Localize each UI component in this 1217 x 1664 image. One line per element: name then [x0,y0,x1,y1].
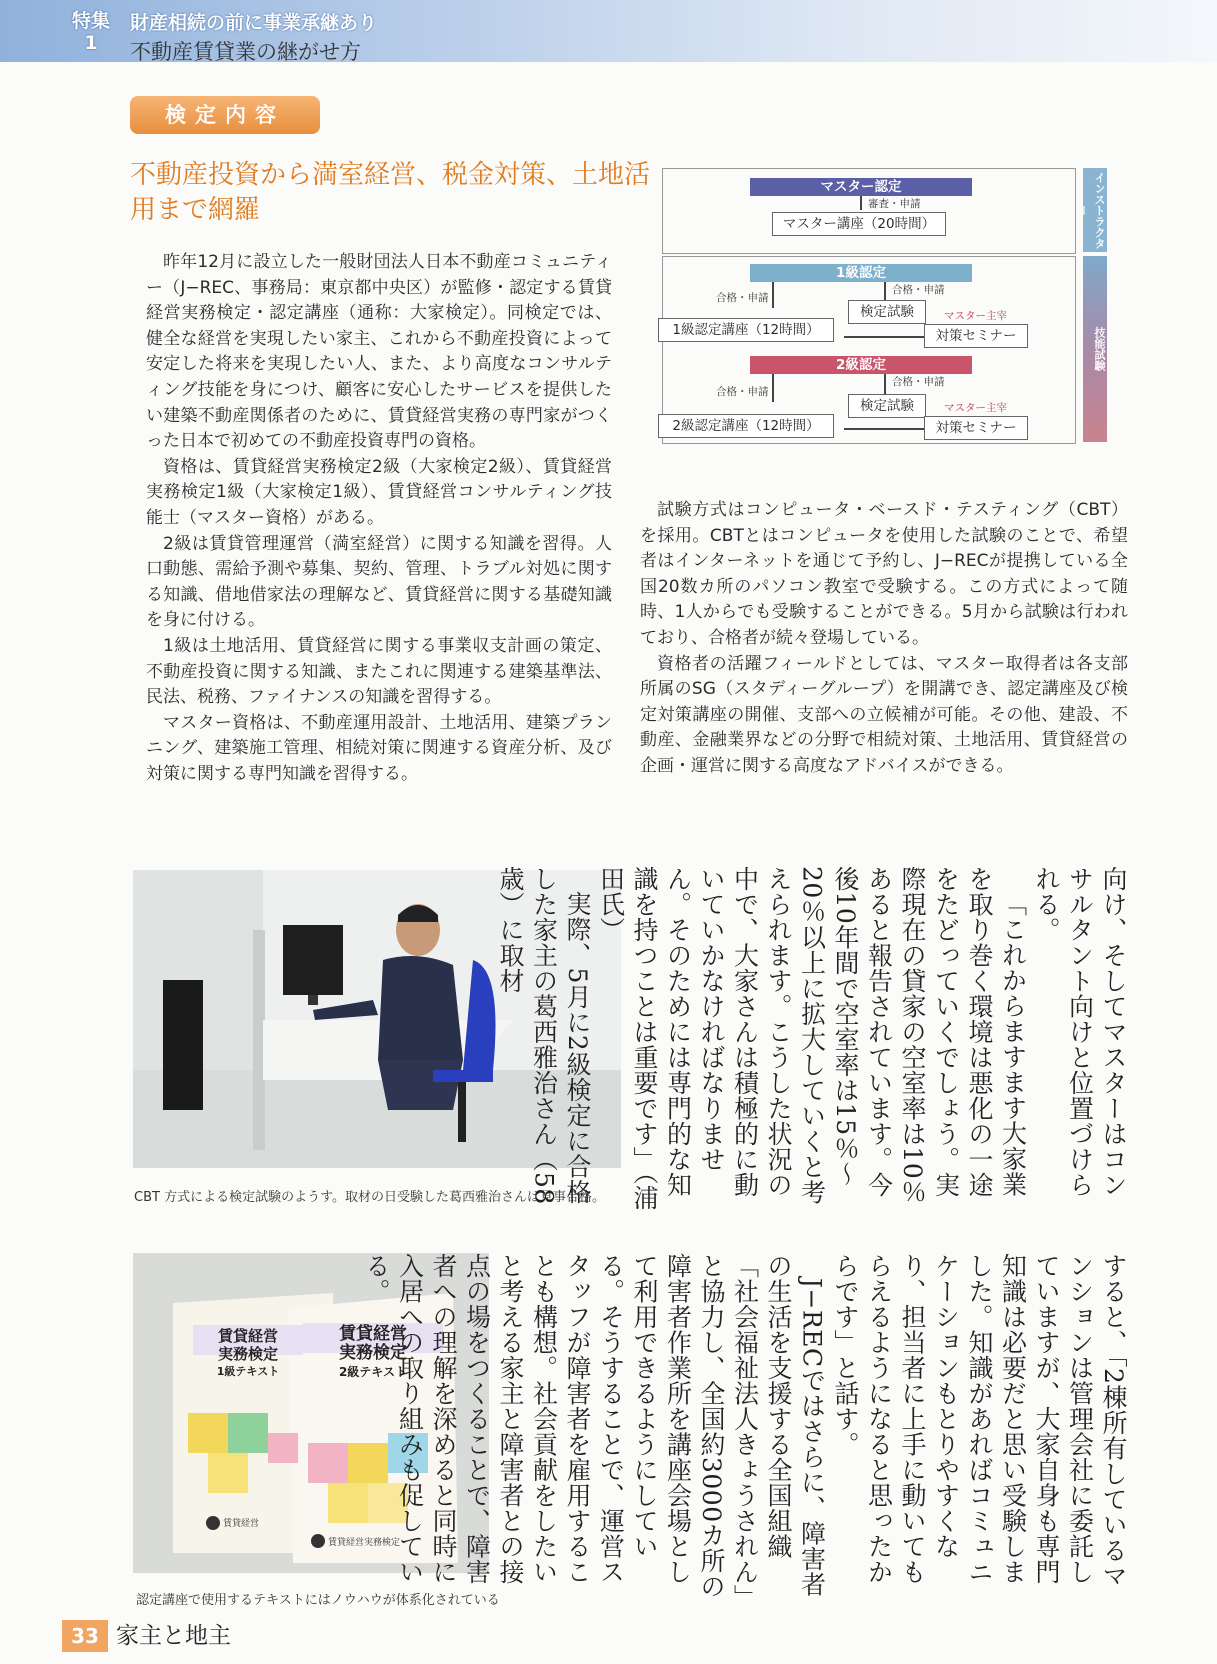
grade1-seminar-box: 対策セミナー [924,324,1028,348]
book2-publisher: 賃貸経営実務検定 [328,1538,401,1548]
book2-title-line2: 実務検定 [339,1343,407,1363]
photo1-caption: CBT 方式による検定試験のようす。取材の日受験した葛西雅治さんは見事合格。 [134,1190,606,1205]
book1-sub: 1級テキスト [216,1365,280,1378]
grade1-bar: 1級認定 [750,264,972,282]
vertical-paragraph: すると、「2棟所有しているマンションは管理会社に委託していますが、大家自身も専門知識は必要だと思い受験しました。知識があればコミュニケーションもとりやすくなり、担当者に上手に動いてもらえるようになると思ったからです」と話す。 [831,1253,1128,1589]
grade1-right-label: 合格・申請 [892,284,945,296]
arrow [860,196,862,210]
vertical-paragraph: 「これからますます大家業を取り巻く環境は悪化の一途をたどっていくでしょう。実際現在の貸家の空室率は10％あると報告されています。今後10年間で空室率は15％〜20％以上に拡大していくと考えられます。こうした状況の中で、大家さんは積極的に動いていかなければなりません。そのためには専門的な知識を持つことは重要です」（浦田氏） [596,866,1028,1211]
master-arrow-label: 審査・申請 [868,198,921,210]
left-paragraph: 1級は土地活用、賃貸経営に関する事業収支計画の策定、不動産投資に関する知識、またこれに関連する建築基準法、民法、税務、ファイナンスの知識を習得する。 [146,635,612,708]
right-paragraph: 試験方式はコンピュータ・ベースド・テスティング（CBT）を採用。CBTとはコンピュータを使用した試験のことで、希望者はインターネットを通じて予約し、J−RECが提携している全国20数カ所のパソコン教室で受験する。この方式によって随時、1人からでも受験することができる。5月から試験は行われており、合格者が続々登場している。 [640,500,1128,648]
left-paragraph: 昨年12月に設立した一般財団法人日本不動産コミュニティー（J−REC、事務局：東京都中央区）が監修・認定する賃貸経営実務検定・認定講座（通称：大家検定）。同検定では、健全な経営を実現したい家主、これから不動産投資によって安定した将来を実現したい人、また、より高度なコンサルティング技能を身につけ、顧客に安心したサービスを提供したい建築不動産関係者のために、賃貸経営実務の専門家がつくった日本で初めての不動産投資専門の資格。 [146,252,612,452]
page-number: 33 [62,1620,108,1652]
feature-label: 特集 [71,10,110,32]
vertical-paragraph: 実際、5月に2級検定に合格した家主の葛西雅治さん（58歳）に取材 [496,866,592,1205]
feature-number: 1 [84,32,98,54]
feature-badge [62,10,120,54]
vertical-paragraph: 向け、そしてマスターはコンサルタント向けと位置づけられる。 [1032,866,1128,1198]
vertical-text-upper [496,866,1130,1218]
magazine-title: 家主と地主 [116,1623,231,1649]
grade1-exam-box: 検定試験 [848,300,926,324]
side-instructor: インストラクター [1083,168,1107,252]
book2-title-line1: 賃貸経営 [339,1324,407,1344]
feature-title-line1: 財産相続の前に事業承継あり [130,12,378,34]
book1-title [193,1327,303,1381]
master-bar: マスター認定 [750,178,972,196]
grade2-left-label: 合格・申請 [716,386,769,398]
grade2-bar: 2級認定 [750,356,972,374]
grade2-host-label: マスター主宰 [944,402,1007,414]
book2-sub: 2級テキスト [338,1365,408,1379]
grade2-right-label: 合格・申請 [892,376,945,388]
book1-publisher: 賃貸経営 [223,1519,260,1529]
left-paragraph: 資格は、賃貸経営実務検定2級（大家検定2級）、賃貸経営実務検定1級（大家検定1級）、賃貸経営コンサルティング技能士（マスター資格）がある。 [146,456,612,528]
photo2-caption: 認定講座で使用するテキストにはノウハウが体系化されている [136,1593,500,1608]
vertical-paragraph: J−RECではさらに、障害者の生活を支援する全国組織「社会福祉法人きょうされん」と協力し、全国約3000カ所の障害者作業所を講座会場として利用できるようにしている。そうすることで、運営スタッフが障害者を雇用することも構想。社会貢献をしたいと考える家主と障害者との接点の場をつくることで、障害者への理解を深めると同時に入居への取り組みも促している。 [362,1253,827,1600]
grade2-seminar-box: 対策セミナー [924,416,1028,440]
grade2-course-box: 2級認定講座（12時間） [658,414,834,438]
arrow [772,374,774,402]
left-paragraph: マスター資格は、不動産運用設計、土地活用、建築プランニング、建築施工管理、相続対策に関連する資産分析、及び対策に関する専門知識を習得する。 [146,712,612,784]
arrow [772,282,774,308]
right-column [640,498,1128,780]
section-label: 検定内容 [130,96,320,134]
right-paragraph: 資格者の活躍フィールドとしては、マスター取得者は各支部所属のSG（スタディーグループ）を開講でき、認定講座及び検定対策講座の開催、支部への立候補が可能。その他、建設、不動産、金融業界などの分野で相続対策、土地活用、賃貸経営の企画・運営に関する高度なアドバイスができる。 [640,653,1128,776]
left-paragraph: 2級は賃貸管理運営（満室経営）に関する知識を習得。人口動態、需給予測や募集、契約、管理、トラブル対処に関する知識、借地借家法の理解など、賃貸経営に関する基礎知識を身に付ける。 [146,533,612,631]
book1-title-line2: 実務検定 [217,1345,278,1363]
arrow [844,336,924,338]
grade1-left-label: 合格・申請 [716,292,769,304]
grade2-exam-box: 検定試験 [848,394,926,418]
grade1-host-label: マスター主宰 [944,310,1007,322]
feature-title-line2: 不動産賃貸業の継がせ方 [130,40,361,64]
master-course-box: マスター講座（20時間） [772,212,946,236]
section-subhead: 不動産投資から満室経営、税金対策、土地活用まで網羅 [130,160,651,225]
certification-diagram [662,168,1140,448]
arrow [844,428,924,430]
grade1-course-box: 1級認定講座（12時間） [658,318,834,342]
left-column [146,250,612,787]
side-skill-test: 技能試験 [1083,256,1107,442]
book1-title-line1: 賃貸経営 [217,1327,278,1345]
